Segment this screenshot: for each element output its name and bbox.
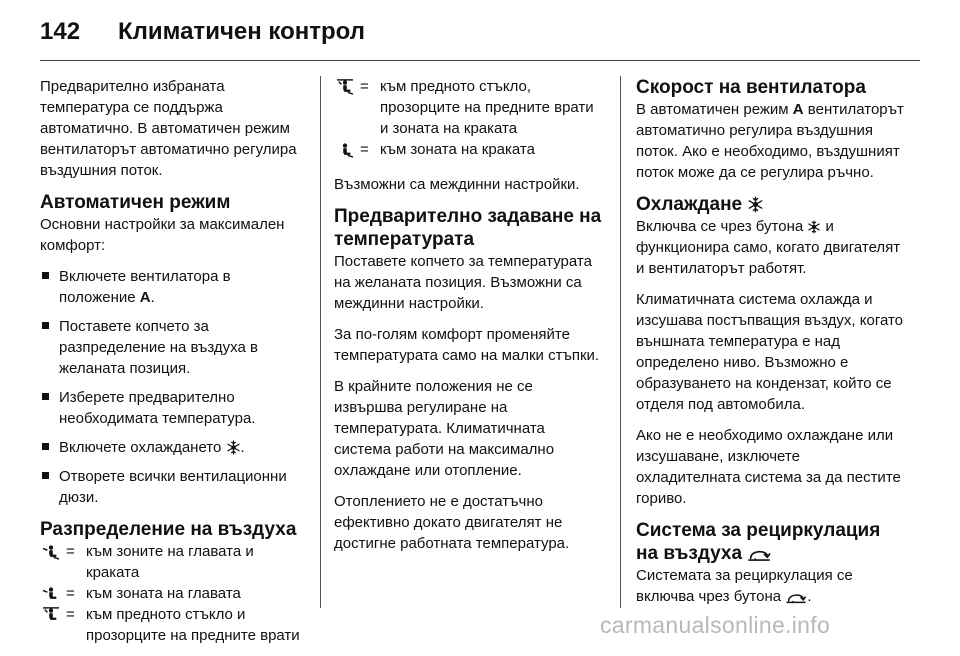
- paragraph: Климатичната система охлажда и изсушава постъпващия въздух, когато външната температура е над определено ниво. Възможно е образуването на кондензат, който се отделя под автомобила.: [636, 291, 904, 413]
- column-1: [40, 76, 302, 656]
- cooling-paragraph: Включва се чрез бутона и функционира само, когато двигателят и вентилаторът работят.: [636, 218, 901, 277]
- airflow-windscreen-icon: [40, 604, 66, 625]
- list-item: = към зоната на краката: [334, 139, 604, 160]
- intro-paragraph: Предварително избраната температура се поддържа автоматично. В автоматичен режим вентилаторът автоматично регулира въздушния поток.: [40, 78, 297, 179]
- air-distribution-list-continued: [334, 76, 604, 160]
- column-3: [636, 76, 906, 617]
- auto-mode-heading: Автоматичен режим: [40, 192, 231, 213]
- list-item: Поставете копчето за разпределение на въздуха в желаната позиция.: [40, 316, 302, 379]
- fan-speed-paragraph: В автоматичен режим A вентилаторът автоматично регулира въздушния поток. Ако е необходимо, въздушният поток може да се регулира ръчно.: [636, 101, 904, 181]
- paragraph: Ако не е необходимо охлаждане или изсушаване, изключете охладителната система за да пестите гориво.: [636, 427, 901, 507]
- airflow-windscreen-feet-icon: [334, 76, 360, 97]
- snowflake-icon: [226, 440, 241, 455]
- air-distribution-heading: Разпределение на въздуха: [40, 519, 297, 540]
- list-item: = към зоните на главата и краката: [40, 541, 302, 583]
- list-item: Изберете предварително необходимата температура.: [40, 387, 302, 429]
- auto-mode-steps: [40, 266, 302, 508]
- list-item: = към предното стъкло и прозорците на предните врати: [40, 604, 302, 646]
- air-distribution-list: [40, 541, 302, 646]
- page-title: Климатичен контрол: [118, 18, 365, 45]
- snowflake-icon: [807, 220, 821, 234]
- snowflake-icon: [747, 196, 764, 213]
- paragraph: Поставете копчето за температурата на желаната позиция. Възможни са междинни настройки.: [334, 253, 592, 312]
- list-item: Включете охлаждането .: [40, 437, 302, 458]
- page-number: 142: [40, 18, 81, 45]
- list-item: Отворете всички вентилационни дюзи.: [40, 466, 302, 508]
- airflow-feet-icon: [334, 139, 360, 160]
- recirculation-icon: [747, 547, 771, 562]
- airflow-head-icon: [40, 583, 66, 604]
- page-header: [0, 0, 960, 62]
- list-item: Включете вентилатора в положение A.: [40, 266, 302, 308]
- list-item: = към предното стъкло, прозорците на предните врати и зоната на краката: [334, 76, 604, 139]
- watermark: carmanualsonline.info: [600, 612, 831, 638]
- recirculation-icon: [785, 591, 807, 604]
- column-divider-1: [320, 76, 321, 608]
- recirculation-paragraph: Системата за рециркулация се включва чрез бутона .: [636, 567, 853, 605]
- paragraph: В крайните положения не се извършва регулиране на температурата. Климатичната система работи на максимално охлаждане или отопление.: [334, 378, 555, 479]
- fan-speed-heading: Скорост на вентилатора: [636, 77, 866, 98]
- temperature-preset-heading: Предварително задаване на температурата: [334, 206, 602, 250]
- paragraph: За по-голям комфорт променяйте температурата само на малки стъпки.: [334, 326, 600, 364]
- paragraph: Отоплението не е достатъчно ефективно докато двигателят не достигне работната температура.: [334, 493, 570, 552]
- list-item: = към зоната на главата: [40, 583, 302, 604]
- airflow-head-feet-icon: [40, 541, 66, 562]
- recirculation-heading: Система за рециркулация на въздуха: [636, 520, 881, 564]
- cooling-heading: Охлаждане: [636, 193, 906, 216]
- header-divider: [40, 60, 920, 61]
- column-2: [334, 76, 604, 564]
- auto-mode-intro: Основни настройки за максимален комфорт:: [40, 216, 285, 254]
- column-divider-2: [620, 76, 621, 608]
- intermediate-settings-note: Възможни са междинни настройки.: [334, 176, 580, 193]
